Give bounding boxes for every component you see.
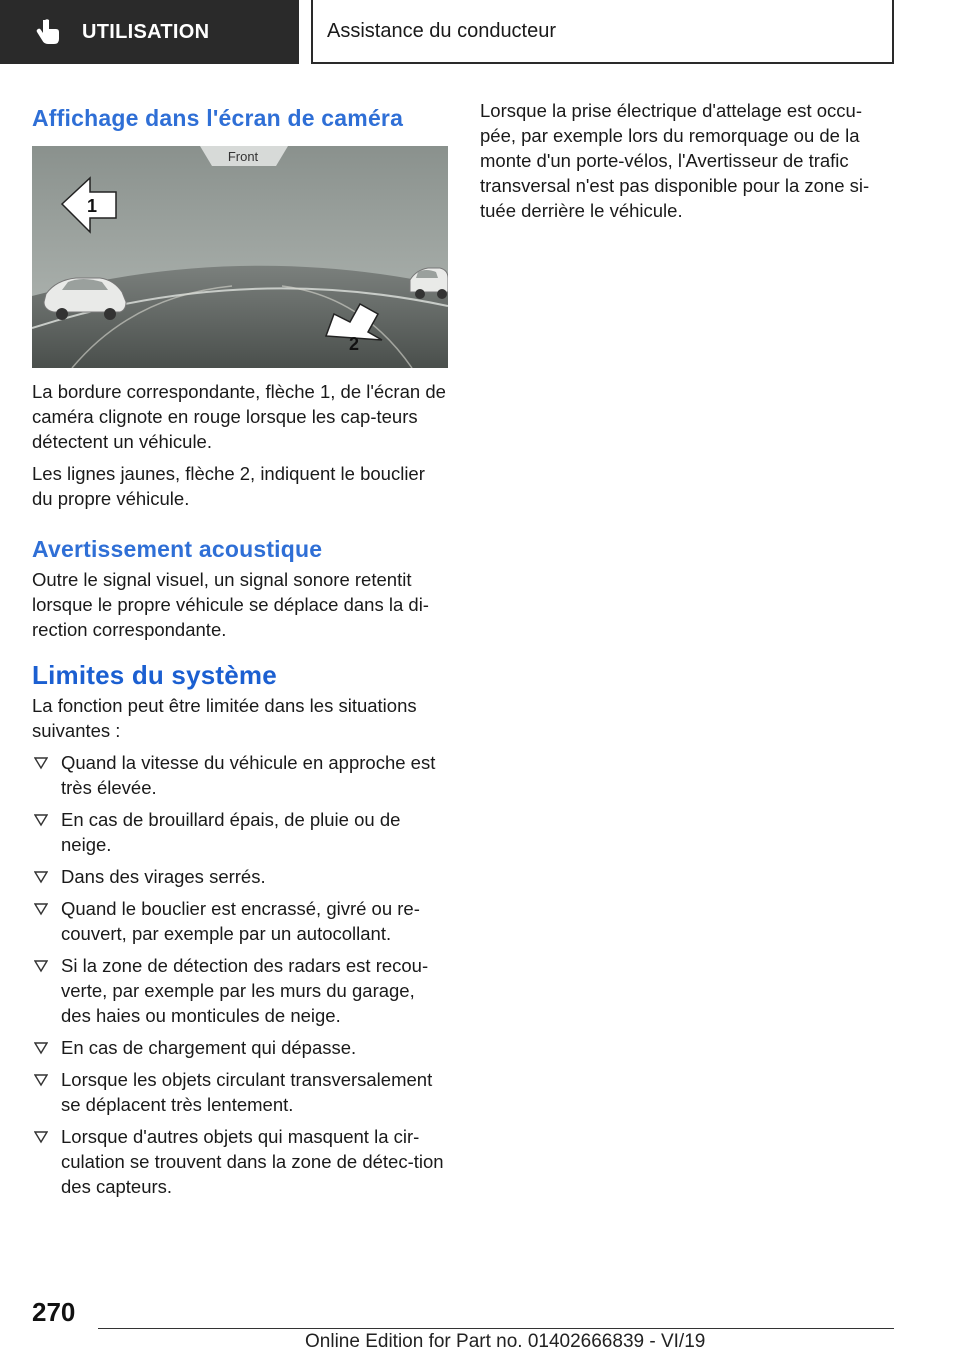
front-label: Front: [227, 149, 259, 164]
acoustic-paragraph: Outre le signal visuel, un signal sonore retentit lorsque le propre véhicule se déplace dans la di-rection correspondante.: [32, 569, 429, 640]
left-column: [32, 100, 448, 1199]
camera-screen-figure: [32, 146, 448, 368]
list-item: Si la zone de détection des radars est recou-verte, par exemple par les murs du garage, des haies ou monticules de neige.: [32, 953, 448, 1028]
list-item: Dans des virages serrés.: [32, 864, 448, 889]
chapter-header: [311, 0, 894, 64]
list-item: Quand la vitesse du véhicule en approche est très élevée.: [32, 750, 448, 800]
chapter-label: Assistance du conducteur: [327, 19, 557, 42]
list-item: Lorsque d'autres objets qui masquent la cir-culation se trouvent dans la zone de détec-tion des capteurs.: [32, 1124, 448, 1199]
triangle-bullet-icon: [34, 870, 48, 884]
page-number: 270: [32, 1297, 76, 1327]
heading-camera-display: Affichage dans l'écran de caméra: [32, 105, 404, 131]
edition-note: Online Edition for Part no. 01402666839 - VI/19: [305, 1331, 706, 1352]
list-item: Quand le bouclier est encrassé, givré ou re-couvert, par exemple par un autocollant.: [32, 896, 448, 946]
hand-pointer-icon: [34, 17, 64, 47]
triangle-bullet-icon: [34, 756, 48, 770]
arrow-2-label: 2: [348, 334, 360, 354]
list-item: En cas de brouillard épais, de pluie ou de neige.: [32, 807, 448, 857]
triangle-bullet-icon: [34, 1130, 48, 1144]
arrow-1-label: 1: [86, 196, 98, 216]
section-label: UTILISATION: [82, 20, 210, 43]
limits-intro: La fonction peut être limitée dans les situations suivantes :: [32, 695, 417, 741]
heading-system-limits: Limites du système: [32, 660, 277, 690]
limits-list: [32, 750, 448, 1199]
right-column: [480, 98, 888, 223]
heading-acoustic-warning: Avertissement acoustique: [32, 536, 323, 562]
triangle-bullet-icon: [34, 813, 48, 827]
towing-paragraph: Lorsque la prise électrique d'attelage est occu-pée, par exemple lors du remorquage ou de la monte d'un porte-vélos, l'Avertisseur de trafic transversal n'est pas disponible pour la zone si-tuée derrière le véhicule.: [480, 100, 870, 221]
triangle-bullet-icon: [34, 1041, 48, 1055]
list-item: En cas de chargement qui dépasse.: [32, 1035, 448, 1060]
camera-paragraph-2: Les lignes jaunes, flèche 2, indiquent le bouclier du propre véhicule.: [32, 463, 425, 509]
list-item: Lorsque les objets circulant transversalement se déplacent très lentement.: [32, 1067, 448, 1117]
triangle-bullet-icon: [34, 959, 48, 973]
triangle-bullet-icon: [34, 902, 48, 916]
camera-paragraph-1: La bordure correspondante, flèche 1, de l'écran de caméra clignote en rouge lorsque les cap-teurs détectent un véhicule.: [32, 381, 446, 452]
section-tab[interactable]: [0, 0, 299, 64]
triangle-bullet-icon: [34, 1073, 48, 1087]
footer-divider: [98, 1328, 894, 1329]
